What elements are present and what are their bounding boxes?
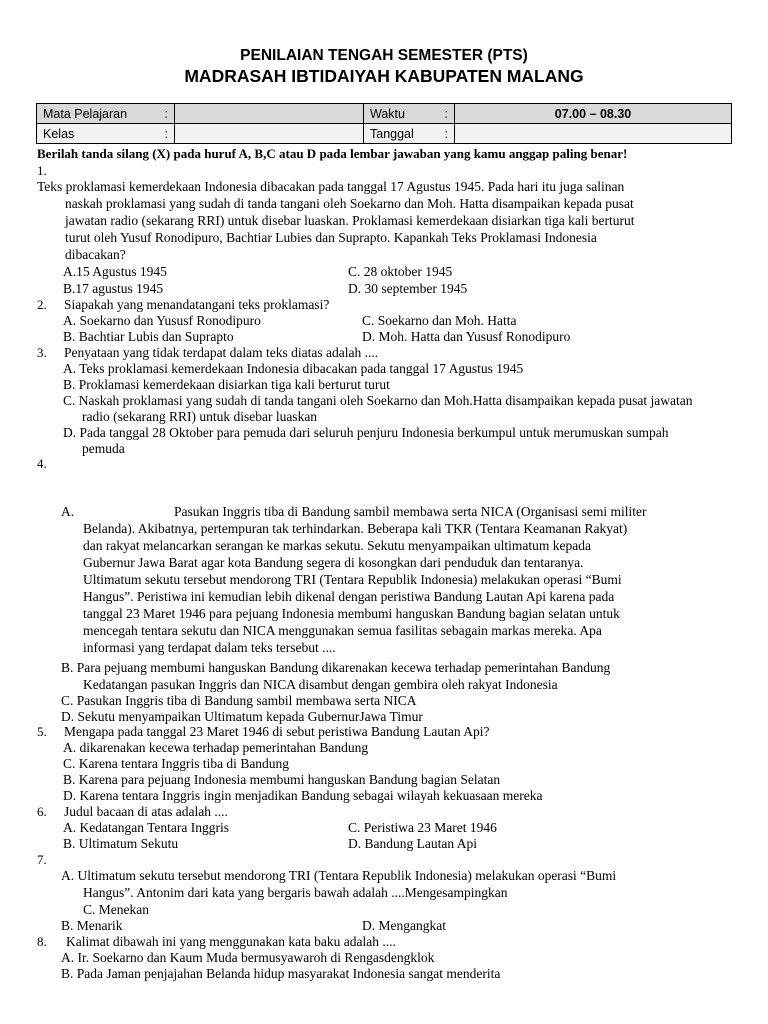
waktu-label-cell bbox=[364, 104, 455, 124]
question-6-option-d[interactable]: D. Bandung Lautan Api bbox=[348, 836, 477, 851]
question-4-passage: tanggal 23 Maret 1946 para pejuang Indonesia membumi hanguskan Bandung bagian selatan untuk bbox=[83, 606, 620, 621]
question-6-option-c[interactable]: C. Peristiwa 23 Maret 1946 bbox=[348, 820, 497, 835]
question-4-option-a-label[interactable]: A. bbox=[61, 504, 75, 519]
question-2-text: Siapakah yang menandatangani teks proklamasi? bbox=[64, 297, 330, 312]
question-3-number: 3. bbox=[37, 345, 47, 360]
question-1-passage: naskah proklamasi yang sudah di tanda tangani oleh Soekarno dan Moh. Hatta disampaikan kepada pusat bbox=[65, 196, 634, 211]
question-1-passage: Teks proklamasi kemerdekaan Indonesia dibacakan pada tanggal 17 Agustus 1945. Pada hari itu juga salinan bbox=[37, 179, 625, 194]
kelas-label: Kelas bbox=[43, 126, 75, 141]
question-4-passage: Hangus”. Peristiwa ini kemudian lebih dikenal dengan peristiwa Bandung Lautan Api karena pada bbox=[83, 589, 615, 604]
question-6-option-a[interactable]: A. Kedatangan Tentara Inggris bbox=[63, 820, 229, 835]
mapel-value-cell[interactable] bbox=[175, 104, 364, 124]
question-7-option-d[interactable]: D. Mengangkat bbox=[362, 918, 446, 933]
tanggal-label: Tanggal bbox=[370, 126, 414, 141]
question-4-option-c[interactable]: C. Pasukan Inggris tiba di Bandung sambil membawa serta NICA bbox=[61, 693, 417, 708]
tanggal-label-cell bbox=[364, 124, 455, 144]
mapel-label-cell bbox=[37, 104, 175, 124]
colon: : bbox=[444, 106, 448, 121]
question-6-option-b[interactable]: B. Ultimatum Sekutu bbox=[63, 836, 179, 851]
question-7-option-a[interactable]: A. Ultimatum sekutu tersebut mendorong TRI (Tentara Republik Indonesia) melakukan operasi “Bumi bbox=[61, 868, 617, 883]
question-5-option-a[interactable]: A. dikarenakan kecewa terhadap pemerintahan Bandung bbox=[63, 740, 369, 755]
question-4-passage: Pasukan Inggris tiba di Bandung sambil membawa serta NICA (Organisasi semi militer bbox=[174, 504, 647, 519]
question-3-text: Penyataan yang tidak terdapat dalam teks diatas adalah .... bbox=[64, 345, 379, 360]
question-4-number: 4. bbox=[37, 456, 47, 471]
question-8-text: Kalimat dibawah ini yang menggunakan kata baku adalah .... bbox=[66, 934, 396, 949]
waktu-label: Waktu bbox=[370, 106, 405, 121]
question-4-passage: informasi yang terdapat dalam teks tersebut .... bbox=[83, 640, 336, 655]
waktu-value: 07.00 – 08.30 bbox=[554, 106, 632, 121]
question-8-option-a[interactable]: A. Ir. Soekarno dan Kaum Muda bermusyawaroh di Rengasdengklok bbox=[61, 950, 435, 965]
question-1-option-b[interactable]: B.17 agustus 1945 bbox=[63, 281, 164, 296]
question-4-passage: Gubernur Jawa Barat agar kota Bandung segera di kosongkan dari penduduk dan tentaranya. bbox=[83, 555, 584, 570]
question-1-passage: turut oleh Yusuf Ronodipuro, Bachtiar Lubies dan Suprapto. Kapankah Teks Proklamasi Indonesia bbox=[65, 230, 597, 245]
question-1-option-d[interactable]: D. 30 september 1945 bbox=[348, 281, 468, 296]
question-2-option-d[interactable]: D. Moh. Hatta dan Yususf Ronodipuro bbox=[362, 329, 571, 344]
exam-info-table bbox=[36, 103, 732, 144]
question-7-stem: Hangus”. Antonim dari kata yang bergaris bawah adalah ....Mengesampingkan bbox=[83, 885, 508, 900]
colon: : bbox=[164, 126, 168, 141]
colon: : bbox=[164, 106, 168, 121]
question-1-passage: jawatan radio (sekarang RRI) untuk disebar luaskan. Proklamasi kemerdekaan disiarkan tiga kali berturut bbox=[65, 213, 635, 228]
colon: : bbox=[444, 126, 448, 141]
question-7-option-c[interactable]: C. Menekan bbox=[83, 902, 149, 917]
question-1-option-c[interactable]: C. 28 oktober 1945 bbox=[348, 264, 453, 279]
question-8-option-b[interactable]: B. Pada Jaman penjajahan Belanda hidup masyarakat Indonesia sangat menderita bbox=[61, 966, 501, 981]
question-7-number: 7. bbox=[37, 852, 47, 867]
question-3-option-d[interactable]: D. Pada tanggal 28 Oktober para pemuda dari seluruh penjuru Indonesia berkumpul untuk merumuskan sumpah bbox=[63, 425, 669, 440]
question-4-passage: dan rakyat melancarkan serangan ke markas sekutu. Sekutu menyampaikan ultimatum kepada bbox=[83, 538, 591, 553]
question-5-option-c[interactable]: C. Karena tentara Inggris tiba di Bandung bbox=[63, 756, 290, 771]
question-8-number: 8. bbox=[37, 934, 47, 949]
question-3-option-b[interactable]: B. Proklamasi kemerdekaan disiarkan tiga kali berturut turut bbox=[63, 377, 390, 392]
mapel-label: Mata Pelajaran bbox=[43, 106, 128, 121]
question-4-passage: Ultimatum sekutu tersebut mendorong TRI (Tentara Republik Indonesia) melakukan operasi “Bumi bbox=[83, 572, 622, 587]
question-7-option-b[interactable]: B. Menarik bbox=[61, 918, 123, 933]
question-2-option-c[interactable]: C. Soekarno dan Moh. Hatta bbox=[362, 313, 517, 328]
instruction: Berilah tanda silang (X) pada huruf A, B,C atau D pada lembar jawaban yang kamu anggap paling benar! bbox=[37, 146, 628, 161]
question-2-number: 2. bbox=[37, 297, 47, 312]
waktu-value-cell bbox=[455, 104, 732, 124]
question-6-text: Judul bacaan di atas adalah .... bbox=[64, 804, 228, 819]
question-4-option-b-cont: Kedatangan pasukan Inggris dan NICA disambut dengan gembira oleh rakyat Indonesia bbox=[83, 677, 558, 692]
question-3-option-c[interactable]: C. Naskah proklamasi yang sudah di tanda tangani oleh Soekarno dan Moh.Hatta disampaikan kepada pusat jawatan bbox=[63, 393, 693, 408]
exam-title: PENILAIAN TENGAH SEMESTER (PTS) bbox=[240, 47, 528, 64]
question-1-number: 1. bbox=[37, 163, 47, 178]
question-3-option-a[interactable]: A. Teks proklamasi kemerdekaan Indonesia dibacakan pada tanggal 17 Agustus 1945 bbox=[63, 361, 524, 376]
kelas-value-cell[interactable] bbox=[175, 124, 364, 144]
question-1-option-a[interactable]: A.15 Agustus 1945 bbox=[63, 264, 167, 279]
tanggal-value-cell[interactable] bbox=[455, 124, 732, 144]
question-4-option-b[interactable]: B. Para pejuang membumi hanguskan Bandung dikarenakan kecewa terhadap pemerintahan Bandung bbox=[61, 660, 611, 675]
kelas-label-cell bbox=[37, 124, 175, 144]
question-5-option-b[interactable]: B. Karena para pejuang Indonesia membumi hanguskan Bandung bagian Selatan bbox=[63, 772, 501, 787]
question-6-number: 6. bbox=[37, 804, 47, 819]
question-5-option-d[interactable]: D. Karena tentara Inggris ingin menjadikan Bandung sebagai wilayah kekuasaan mereka bbox=[63, 788, 543, 803]
question-3-option-c-cont: radio (sekarang RRI) untuk disebar luaskan bbox=[82, 409, 318, 424]
question-4-passage: Belanda). Akibatnya, pertempuran tak terhindarkan. Beberapa kali TKR (Tentara Keamanan Rakyat) bbox=[83, 521, 628, 536]
question-4-option-d[interactable]: D. Sekutu menyampaikan Ultimatum kepada GubernurJawa Timur bbox=[61, 709, 423, 724]
question-3-option-d-cont: pemuda bbox=[82, 441, 125, 456]
question-2-option-a[interactable]: A. Soekarno dan Yususf Ronodipuro bbox=[63, 313, 261, 328]
school-title: MADRASAH IBTIDAIYAH KABUPATEN MALANG bbox=[184, 66, 584, 86]
question-5-text: Mengapa pada tanggal 23 Maret 1946 di sebut peristiwa Bandung Lautan Api? bbox=[64, 724, 490, 739]
question-2-option-b[interactable]: B. Bachtiar Lubis dan Suprapto bbox=[63, 329, 234, 344]
question-5-number: 5. bbox=[37, 724, 47, 739]
question-1-passage: dibacakan? bbox=[65, 247, 126, 262]
question-4-passage: mencegah tentara sekutu dan NICA menggunakan semua fasilitas sebagain markas mereka. Apa bbox=[83, 623, 602, 638]
